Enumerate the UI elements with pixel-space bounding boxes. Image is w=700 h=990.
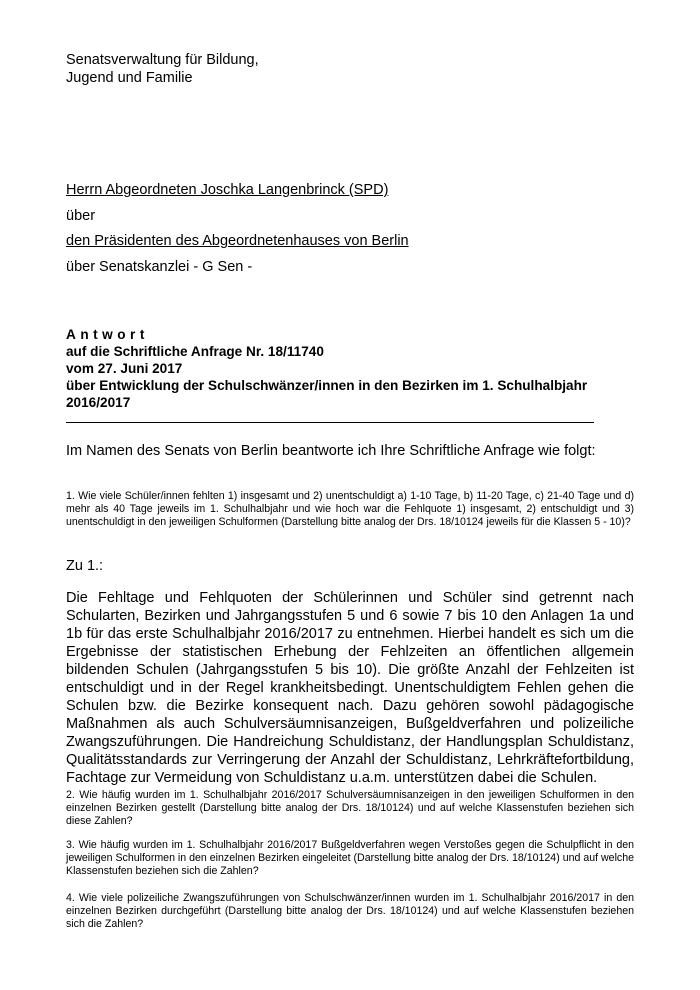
via-line-2: über Senatskanzlei - G Sen - xyxy=(66,259,253,275)
intro-text: Im Namen des Senats von Berlin beantworte ich Ihre Schriftliche Anfrage wie folgt: xyxy=(66,443,596,459)
heading-line-2: vom 27. Juni 2017 xyxy=(66,361,183,376)
via-line-1: über xyxy=(66,208,96,224)
question-4: 4. Wie viele polizeiliche Zwangszuführungen von Schulschwänzer/innen wurden im 1. Schulhalbjahr 2016/2017 in den einzelnen Bezirken durchgeführt (Darstellung bitte analog der Drs. 18/10124) und auf welche Klassenstufen beziehen sich die Zahlen? xyxy=(66,892,634,931)
answer-1-text: Die Fehltage und Fehlquoten der Schülerinnen und Schüler sind getrennt nach Schularten, Bezirken und Jahrgangsstufen 5 und 6 sowie 7 bis 10 den Anlagen 1a und 1b für das erste Schulhalbjahr 2016/2017 zu entnehmen. Hierbei handelt es sich um die Ergebnisse der statistischen Erhebung der Fehlzeiten an öffentlichen allgemein bildenden Schulen (Jahrgangsstufen 5 bis 10). Die größte Anzahl der Fehlzeiten ist entschuldigt und in der Regel krankheitsbedingt. Unentschuldigtem Fehlen gehen die Schulen bzw. die Bezirke konsequent nach. Dazu gehören sowohl pädagogische Maßnahmen als auch Schulversäumnisanzeigen, Bußgeldverfahren und polizeiliche Zwangszuführungen. Die Handreichung Schuldistanz, der Handlungsplan Schuldistanz, Qualitätsstandards zur Verringerung der Anzahl der Schuldistanz, Lehrkräftefortbildung, Fachtage zur Vermeidung von Schuldistanz u.a.m. unterstützen dabei die Schulen. xyxy=(66,590,634,786)
question-3: 3. Wie häufig wurden im 1. Schulhalbjahr 2016/2017 Bußgeldverfahren wegen Verstoßes gegen die Schulpflicht in den jeweiligen Schulformen in den einzelnen Bezirken eingeleitet (Darstellung bitte analog der Drs. 18/10124) und auf welche Klassenstufen beziehen sich die Zahlen? xyxy=(66,839,634,878)
sender-line-2: Jugend und Familie xyxy=(66,70,193,86)
question-1: 1. Wie viele Schüler/innen fehlten 1) insgesamt und 2) unentschuldigt a) 1-10 Tage, b) 11-20 Tage, c) 21-40 Tage und d) mehr als 40 Tage jeweils im 1. Schulhalbjahr und wie hoch war die Fehlquote 1) insgesamt, 2) entschuldigt und 3) unentschuldigt in den jeweiligen Schulformen (Darstellung bitte analog der Drs. 18/10124 jeweils für die Klassen 5 - 10)? xyxy=(66,490,634,529)
sender-line-1: Senatsverwaltung für Bildung, xyxy=(66,52,259,68)
heading-title: Antwort xyxy=(66,327,149,342)
president-line: den Präsidenten des Abgeordnetenhauses von Berlin xyxy=(66,233,409,249)
answer-1-label: Zu 1.: xyxy=(66,558,104,574)
sender-block xyxy=(66,51,259,87)
heading-line-3: über Entwicklung der Schulschwänzer/innen in den Bezirken im 1. Schulhalbjahr 2016/2017 xyxy=(66,378,588,410)
separator-line xyxy=(66,422,594,423)
question-2: 2. Wie häufig wurden im 1. Schulhalbjahr 2016/2017 Schulversäumnisanzeigen in den jeweiligen Schulformen in den einzelnen Bezirken gestellt (Darstellung bitte analog der Drs. 18/10124) und auf welche Klassenstufen beziehen sich diese Zahlen? xyxy=(66,789,634,828)
answer-heading xyxy=(66,326,646,411)
recipient-name: Herrn Abgeordneten Joschka Langenbrinck (SPD) xyxy=(66,182,389,198)
heading-line-1: auf die Schriftliche Anfrage Nr. 18/11740 xyxy=(66,344,324,359)
